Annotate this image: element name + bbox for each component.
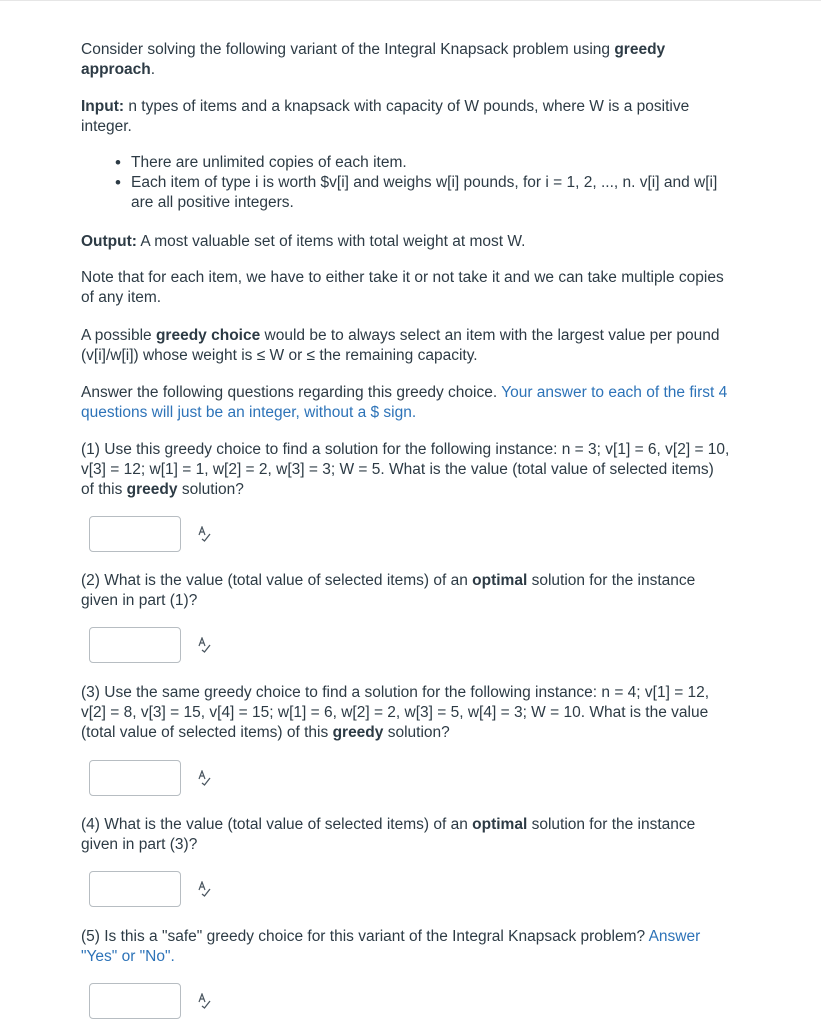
answer-row-5 (89, 983, 211, 1019)
greedy-paragraph: A possible greedy choice would be to always select an item with the largest value per pound (v[i]/w[i]) whose weight is ≤ W or ≤ the remaining capacity. (81, 327, 720, 364)
answer-row-3 (89, 760, 211, 796)
question-3: (3) Use the same greedy choice to find a solution for the following instance: n = 4; v[1] = 12, v[2] = 8, v[3] = 15, v[4] = 15; w[1] = 6, w[2] = 2, w[3] = 5, w[4] = 3; W = 10. What is the value (total value of selected items) of this greedy solution? (81, 684, 710, 741)
answer-row-4 (89, 871, 211, 907)
instructions-paragraph: Answer the following questions regarding this greedy choice. Your answer to each of the first 4 questions will just be an integer, without a $ sign. (81, 384, 728, 421)
answer-row-1 (89, 516, 211, 552)
answer-input-1[interactable] (89, 516, 181, 552)
spellcheck-icon[interactable] (197, 770, 211, 786)
spellcheck-icon[interactable] (197, 881, 211, 897)
answer-input-2[interactable] (89, 627, 181, 663)
answer-input-5[interactable] (89, 983, 181, 1019)
output-paragraph: Output: A most valuable set of items with total weight at most W. (81, 233, 526, 250)
list-item: • Each item of type i is worth $v[i] and weighs w[i] pounds, for i = 1, 2, ..., n. v[i] and w[i] are all positive integers. (131, 173, 731, 213)
question-1: (1) Use this greedy choice to find a solution for the following instance: n = 3; v[1] = 6, v[2] = 10, v[3] = 12; w[1] = 1, w[2] = 2, w[3] = 3; W = 5. What is the value (total value of selected items) of this greedy solution? (81, 441, 730, 498)
intro-paragraph: Consider solving the following variant of the Integral Knapsack problem using greedy approach. (81, 41, 666, 78)
list-item: • There are unlimited copies of each item. (131, 153, 731, 173)
input-bullet-list (81, 153, 731, 213)
top-divider (0, 0, 821, 1)
spellcheck-icon[interactable] (197, 637, 211, 653)
note-paragraph: Note that for each item, we have to either take it or not take it and we can take multiple copies of any item. (81, 269, 724, 306)
question-2: (2) What is the value (total value of selected items) of an optimal solution for the instance given in part (1)? (81, 572, 696, 609)
spellcheck-icon[interactable] (197, 993, 211, 1009)
input-paragraph: Input: n types of items and a knapsack with capacity of W pounds, where W is a positive integer. (81, 98, 690, 135)
question-4: (4) What is the value (total value of selected items) of an optimal solution for the instance given in part (3)? (81, 816, 696, 853)
answer-input-4[interactable] (89, 871, 181, 907)
answer-row-2 (89, 627, 211, 663)
answer-input-3[interactable] (89, 760, 181, 796)
spellcheck-icon[interactable] (197, 526, 211, 542)
question-5: (5) Is this a "safe" greedy choice for this variant of the Integral Knapsack problem? Answer "Yes" or "No". (81, 928, 701, 965)
